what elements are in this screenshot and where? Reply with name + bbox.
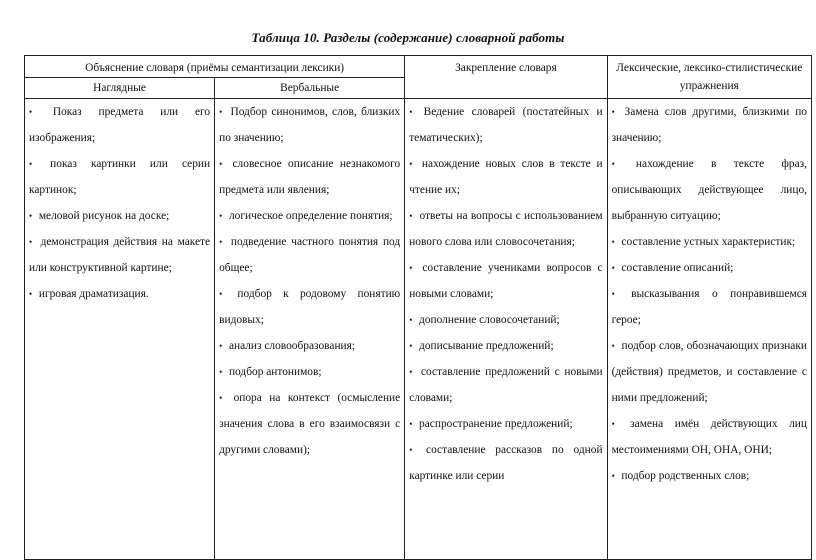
list-item (409, 151, 602, 203)
list-item-text: составление описаний; (618, 262, 734, 274)
cell-verbal (215, 99, 405, 560)
vocabulary-work-table (24, 55, 812, 560)
list-item-text: составление предложений с новыми словами; (409, 366, 603, 404)
header-consolidation: Закрепление словаря (405, 56, 607, 99)
list-item (612, 333, 807, 411)
bullet-icon: • (611, 341, 615, 351)
list-item (612, 255, 807, 281)
header-row-top (25, 56, 812, 78)
list-item-text: Замена слов другими, близкими по значению; (611, 106, 807, 144)
list-item (612, 229, 807, 255)
list-item-text: дописывание предложений; (416, 340, 554, 352)
list-item-text: нахождение в тексте фраз, описывающих действующее лицо, выбранную ситуацию; (611, 158, 807, 222)
list-item-text: подбор антонимов; (226, 366, 322, 378)
bullet-icon: • (409, 341, 413, 351)
bullet-icon: • (29, 211, 33, 221)
list-item (29, 151, 210, 203)
list-visual (27, 99, 212, 307)
bullet-icon: • (219, 341, 223, 351)
list-item-text: логическое определение понятия; (226, 210, 393, 222)
bullet-icon: • (29, 159, 33, 169)
list-item-text: подбор слов, обозначающих признаки (действия) предметов, и составление с ними предложений; (611, 340, 807, 404)
bullet-icon: • (29, 237, 33, 247)
bullet-icon: • (219, 107, 223, 117)
list-item (409, 203, 602, 255)
header-explanation: Объяснение словаря (приёмы семантизации лексики) (25, 56, 405, 78)
list-item (219, 359, 400, 385)
list-item (219, 151, 400, 203)
header-verbal: Вербальные (215, 78, 405, 99)
bullet-icon: • (29, 107, 33, 117)
bullet-icon: • (219, 289, 223, 299)
bullet-icon: • (611, 237, 615, 247)
list-item-text: дополнение словосочетаний; (416, 314, 560, 326)
header-visual: Наглядные (25, 78, 215, 99)
list-item-text: опора на контекст (осмысление значения слова в его взаимосвязи с другими словами); (219, 392, 401, 456)
list-item-text: составление рассказов по одной картинке или серии (409, 444, 603, 482)
bullet-icon: • (409, 367, 413, 377)
list-item (612, 463, 807, 489)
list-item (409, 359, 602, 411)
list-item-text: подбор родственных слов; (618, 470, 750, 482)
bullet-icon: • (611, 107, 615, 117)
cell-exercises (607, 99, 811, 560)
bullet-icon: • (29, 289, 33, 299)
list-item (29, 281, 210, 307)
list-item-text: составление устных характеристик; (618, 236, 796, 248)
list-item-text: игровая драматизация. (36, 288, 149, 300)
list-item (409, 437, 602, 489)
list-verbal (217, 99, 402, 463)
bullet-icon: • (409, 263, 413, 273)
bullet-icon: • (611, 263, 615, 273)
bullet-icon: • (611, 419, 615, 429)
bullet-icon: • (409, 159, 413, 169)
table-caption: Таблица 10. Разделы (содержание) словарной работы (251, 30, 565, 45)
list-item-text: высказывания о понравившемся герое; (611, 288, 807, 326)
list-item (219, 333, 400, 359)
list-item-text: подбор к родовому понятию видовых; (219, 288, 401, 326)
list-item (409, 307, 602, 333)
list-item (219, 281, 400, 333)
bullet-icon: • (409, 211, 413, 221)
list-item-text: замена имён действующих лиц местоимениями ОН, ОНА, ОНИ; (611, 418, 807, 456)
bullet-icon: • (219, 211, 223, 221)
bullet-icon: • (219, 237, 223, 247)
list-item-text: словесное описание незнакомого предмета или явления; (219, 158, 401, 196)
list-item (29, 99, 210, 151)
list-item (219, 203, 400, 229)
list-item (219, 99, 400, 151)
list-item-text: нахождение новых слов в тексте и чтение их; (409, 158, 603, 196)
list-item-text: подведение частного понятия под общее; (219, 236, 401, 274)
list-consolidation (407, 99, 604, 489)
list-item (612, 281, 807, 333)
bullet-icon: • (409, 315, 413, 325)
list-item (409, 255, 602, 307)
bullet-icon: • (219, 159, 223, 169)
list-item-text: показ картинки или серии картинок; (29, 158, 211, 196)
bullet-icon: • (611, 471, 615, 481)
list-item-text: составление учениками вопросов с новыми словами; (409, 262, 603, 300)
list-item-text: Подбор синонимов, слов, близких по значению; (219, 106, 401, 144)
bullet-icon: • (409, 445, 413, 455)
list-item-text: демонстрация действия на макете или конструктивной картине; (29, 236, 211, 274)
list-item (219, 229, 400, 281)
list-exercises (610, 99, 809, 489)
list-item-text: распространение предложений; (416, 418, 573, 430)
list-item-text: Показ предмета или его изображения; (29, 106, 211, 144)
cell-consolidation (405, 99, 607, 560)
list-item-text: ответы на вопросы с использованием нового слова или словосочетания; (409, 210, 603, 248)
list-item (219, 385, 400, 463)
cell-visual (25, 99, 215, 560)
list-item (409, 99, 602, 151)
list-item (409, 333, 602, 359)
list-item (29, 203, 210, 229)
bullet-icon: • (409, 419, 413, 429)
list-item-text: анализ словообразования; (226, 340, 356, 352)
list-item-text: Ведение словарей (постатейных и тематических); (409, 106, 603, 144)
bullet-icon: • (611, 159, 615, 169)
header-exercises: Лексические, лексико-стилистические упражнения (607, 56, 811, 99)
list-item (612, 411, 807, 463)
list-item (409, 411, 602, 437)
bullet-icon: • (409, 107, 413, 117)
bullet-icon: • (219, 393, 223, 403)
list-item (29, 229, 210, 281)
bullet-icon: • (611, 289, 615, 299)
bullet-icon: • (219, 367, 223, 377)
list-item (612, 151, 807, 229)
list-item-text: меловой рисунок на доске; (36, 210, 170, 222)
list-item (612, 99, 807, 151)
body-row (25, 99, 812, 560)
